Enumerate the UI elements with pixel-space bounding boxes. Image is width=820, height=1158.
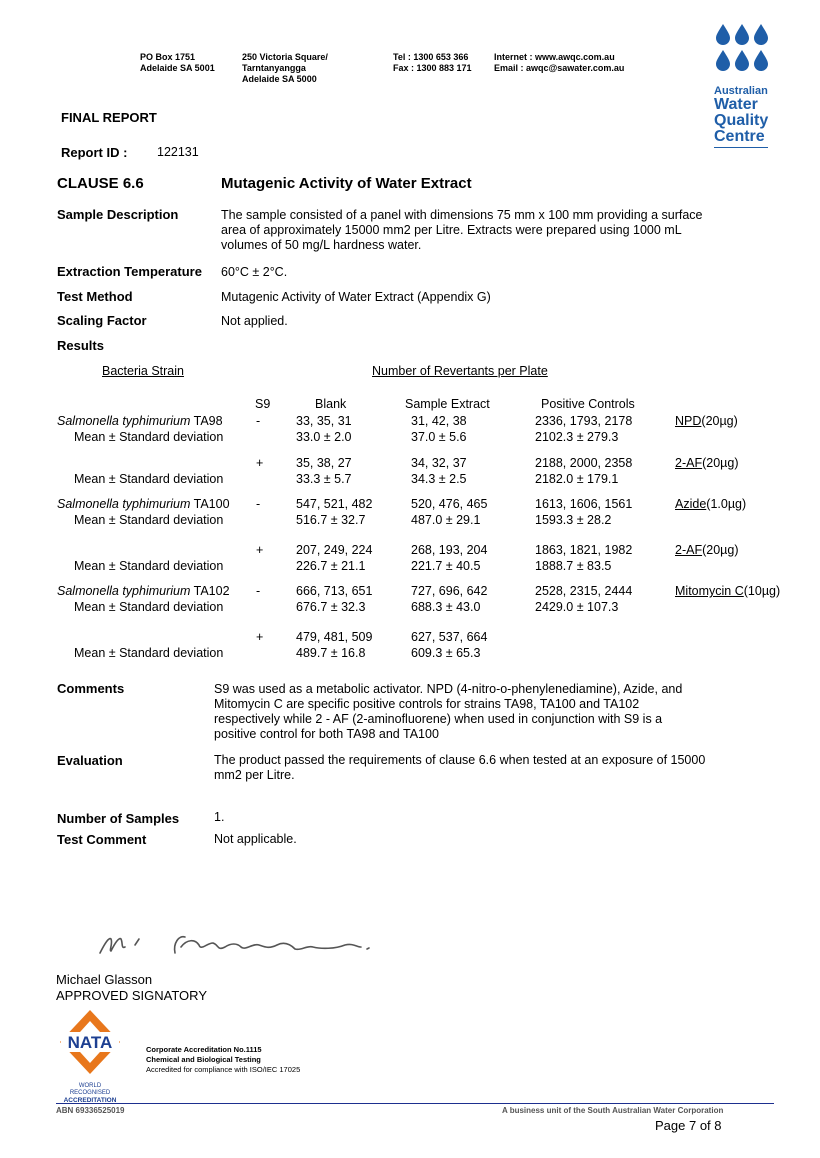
s9-flag: +	[256, 543, 264, 557]
sample-description-label: Sample Description	[57, 207, 179, 222]
positive-control	[675, 496, 746, 512]
test-comment-label: Test Comment	[57, 832, 147, 847]
positive-values: 1863, 1821, 1982	[535, 543, 633, 557]
footer-business: A business unit of the South Australian Water Corporation	[502, 1106, 724, 1115]
positive-control-name: Mitomycin C	[675, 584, 744, 598]
positive-mean: 1593.3 ± 28.2	[535, 513, 612, 527]
evaluation-text: The product passed the requirements of clause 6.6 when tested at an exposure of 15000 mm2 per Litre.	[214, 753, 706, 782]
blank-values: 35, 38, 27	[296, 456, 352, 470]
signatory-title: APPROVED SIGNATORY	[56, 988, 207, 1003]
nata-logo-text: NATA	[67, 1033, 113, 1052]
extraction-temperature: 60°C ± 2°C.	[221, 265, 288, 279]
col-positive-header: Positive Controls	[541, 397, 635, 411]
blank-mean: 33.0 ± 2.0	[296, 430, 352, 444]
header-web: Internet : www.awqc.com.au Email : awqc@sawater.com.au	[494, 52, 625, 73]
blank-values: 479, 481, 509	[296, 630, 373, 644]
positive-control-dose: (1.0µg)	[706, 497, 747, 511]
nata-tag1: WORLD RECOGNISED	[69, 1083, 111, 1096]
sample-mean: 487.0 ± 29.1	[411, 513, 481, 527]
species-name: Salmonella typhimurium	[57, 584, 191, 598]
blank-mean: 516.7 ± 32.7	[296, 513, 366, 527]
positive-control-dose: (20µg)	[702, 543, 739, 557]
nata-diamond-icon	[58, 1008, 122, 1076]
positive-mean: 2182.0 ± 179.1	[535, 472, 619, 486]
signature	[95, 925, 385, 965]
mean-sd-label: Mean ± Standard deviation	[74, 513, 224, 527]
sample-description: The sample consisted of a panel with dimensions 75 mm x 100 mm providing a surface area of approximately 15000 mm2 per Litre. Extracts were prepared using 1000 mL volumes of 50 mg/L hardness water.	[221, 208, 703, 252]
blank-mean: 676.7 ± 32.3	[296, 600, 366, 614]
test-comment: Not applicable.	[214, 832, 297, 846]
sample-values: 627, 537, 664	[411, 630, 488, 644]
final-report-title: FINAL REPORT	[61, 110, 157, 125]
col-sample-header: Sample Extract	[405, 397, 490, 411]
header-phone: Tel : 1300 653 366 Fax : 1300 883 171	[393, 52, 472, 73]
clause-number: CLAUSE 6.6	[57, 175, 144, 192]
report-id-label: Report ID :	[61, 145, 128, 160]
positive-mean: 2102.3 ± 279.3	[535, 430, 619, 444]
positive-control-name: 2-AF	[675, 543, 703, 557]
species-name: Salmonella typhimurium	[57, 414, 191, 428]
nata-logo	[58, 1008, 122, 1105]
blank-values: 33, 35, 31	[296, 414, 352, 428]
positive-mean: 2429.0 ± 107.3	[535, 600, 619, 614]
mean-sd-label: Mean ± Standard deviation	[74, 472, 224, 486]
blank-values: 666, 713, 651	[296, 584, 373, 598]
sample-mean: 609.3 ± 65.3	[411, 646, 481, 660]
evaluation-label: Evaluation	[57, 753, 123, 768]
sample-values: 31, 42, 38	[411, 414, 467, 428]
results-label: Results	[57, 338, 104, 353]
s9-flag: -	[256, 414, 261, 428]
page-number: Page 7 of 8	[655, 1118, 722, 1133]
awqc-logo: Australian Water Quality Centre	[714, 22, 770, 148]
blank-mean: 226.7 ± 21.1	[296, 559, 366, 573]
sample-values: 34, 32, 37	[411, 456, 467, 470]
positive-control	[675, 455, 738, 471]
strain-name	[57, 583, 230, 599]
footer-rule	[56, 1103, 774, 1104]
positive-values: 2528, 2315, 2444	[535, 584, 633, 598]
blank-mean: 33.3 ± 5.7	[296, 472, 352, 486]
strain-name	[57, 496, 230, 512]
signatory-block	[56, 972, 207, 1004]
header-address: 250 Victoria Square/ Tarntanyangga Adelaide SA 5000	[242, 52, 328, 84]
sample-mean: 34.3 ± 2.5	[411, 472, 467, 486]
positive-control-dose: (20µg)	[702, 456, 739, 470]
bacteria-strain-header: Bacteria Strain	[102, 364, 184, 378]
s9-flag: +	[256, 630, 264, 644]
sample-mean: 37.0 ± 5.6	[411, 430, 467, 444]
positive-control-name: 2-AF	[675, 456, 703, 470]
s9-flag: -	[256, 497, 261, 511]
positive-values: 2336, 1793, 2178	[535, 414, 633, 428]
sample-values: 268, 193, 204	[411, 543, 488, 557]
positive-values: 1613, 1606, 1561	[535, 497, 633, 511]
positive-control	[675, 542, 738, 558]
positive-mean: 1888.7 ± 83.5	[535, 559, 612, 573]
test-method: Mutagenic Activity of Water Extract (Appendix G)	[221, 290, 491, 304]
nata-accreditation: Corporate Accreditation No.1115 Chemical and Biological Testing Accredited for compliance with ISO/IEC 17025	[146, 1045, 301, 1074]
scaling-factor: Not applied.	[221, 314, 288, 328]
positive-control-name: Azide	[675, 497, 707, 511]
water-drops-icon	[714, 22, 770, 78]
positive-control	[675, 413, 738, 429]
mean-sd-label: Mean ± Standard deviation	[74, 646, 224, 660]
footer-abn: ABN 69336525019	[56, 1106, 125, 1115]
species-name: Salmonella typhimurium	[57, 497, 191, 511]
blank-mean: 489.7 ± 16.8	[296, 646, 366, 660]
revertants-header: Number of Revertants per Plate	[372, 364, 548, 378]
sample-mean: 688.3 ± 43.0	[411, 600, 481, 614]
mean-sd-label: Mean ± Standard deviation	[74, 600, 224, 614]
extraction-temperature-label: Extraction Temperature	[57, 264, 202, 279]
nata-tag2: ACCREDITATION	[63, 1097, 117, 1104]
s9-flag: -	[256, 584, 261, 598]
col-s9-header: S9	[255, 397, 271, 411]
positive-control-dose: (20µg)	[701, 414, 738, 428]
col-blank-header: Blank	[315, 397, 347, 411]
s9-flag: +	[256, 456, 264, 470]
strain-name	[57, 413, 223, 429]
sample-values: 727, 696, 642	[411, 584, 488, 598]
strain-code: TA98	[193, 414, 223, 428]
comments-label: Comments	[57, 681, 125, 696]
sample-values: 520, 476, 465	[411, 497, 488, 511]
mean-sd-label: Mean ± Standard deviation	[74, 430, 224, 444]
scaling-factor-label: Scaling Factor	[57, 313, 147, 328]
header-po-box: PO Box 1751 Adelaide SA 5001	[140, 52, 215, 73]
positive-values: 2188, 2000, 2358	[535, 456, 633, 470]
sample-mean: 221.7 ± 40.5	[411, 559, 481, 573]
blank-values: 547, 521, 482	[296, 497, 373, 511]
positive-control-name: NPD	[675, 414, 702, 428]
number-of-samples: 1.	[214, 810, 225, 824]
positive-control-dose: (10µg)	[743, 584, 781, 598]
blank-values: 207, 249, 224	[296, 543, 373, 557]
clause-title: Mutagenic Activity of Water Extract	[221, 175, 472, 192]
strain-code: TA102	[193, 584, 230, 598]
positive-control	[675, 583, 780, 599]
number-of-samples-label: Number of Samples	[57, 811, 180, 826]
test-method-label: Test Method	[57, 289, 133, 304]
mean-sd-label: Mean ± Standard deviation	[74, 559, 224, 573]
report-id-value: 122131	[157, 145, 199, 159]
comments-text: S9 was used as a metabolic activator. NPD (4-nitro-o-phenylenediamine), Azide, and Mitomycin C are specific positive controls for strains TA98, TA100 and TA102 respectively while 2 - AF (2-aminofluorene) when used in conjunction with S9 is a positive control for both TA98 and TA100	[214, 682, 683, 741]
strain-code: TA100	[193, 497, 230, 511]
signatory-name: Michael Glasson	[56, 972, 153, 987]
